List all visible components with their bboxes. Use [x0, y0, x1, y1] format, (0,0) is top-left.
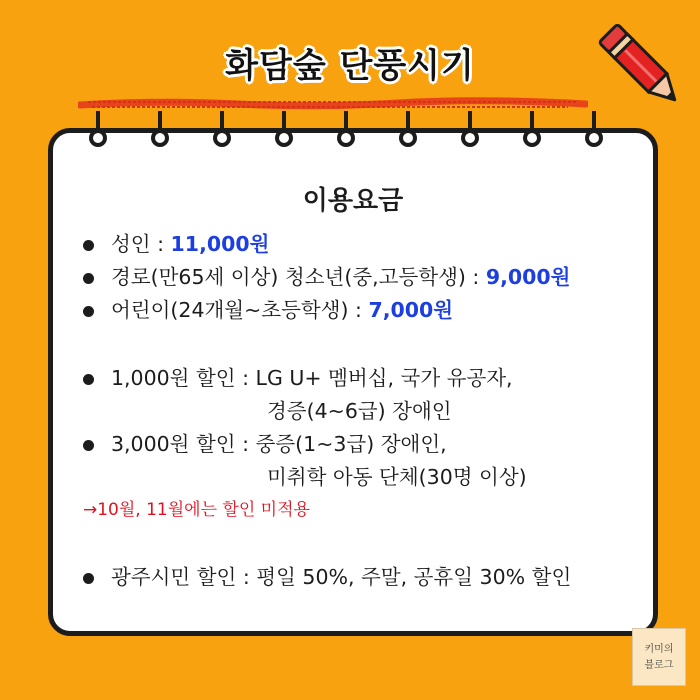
- bullet-icon: [83, 573, 94, 584]
- list-item: [83, 228, 653, 261]
- badge-line1: 키미의: [644, 644, 674, 655]
- ring-icon: [585, 109, 603, 149]
- price-card: [48, 128, 658, 636]
- list-item: [83, 561, 653, 594]
- list-item: [83, 362, 653, 395]
- bullet-icon: [83, 374, 94, 385]
- discount-line: 3,000원 할인 : 중증(1~3급) 장애인,: [111, 432, 447, 456]
- discount-line: 1,000원 할인 : LG U+ 멤버십, 국가 유공자,: [111, 366, 513, 390]
- bullet-icon: [83, 306, 94, 317]
- list-item: [83, 261, 653, 294]
- pencil-icon: [590, 8, 700, 118]
- fee-price: 9,000원: [485, 265, 571, 289]
- badge-line2: 블로그: [644, 660, 674, 671]
- discount-line-cont: 경증(4~6급) 장애인: [267, 399, 452, 423]
- list-item-cont: [83, 395, 653, 428]
- fee-label: 성인 :: [111, 232, 171, 256]
- ring-icon: [151, 109, 169, 149]
- fee-list: [83, 228, 653, 594]
- ring-icon: [399, 109, 417, 149]
- fee-price: 7,000원: [368, 298, 454, 322]
- notice-text: →10월, 11월에는 할인 미적용: [83, 500, 310, 520]
- ring-icon: [461, 109, 479, 149]
- card-title: 이용요금: [302, 186, 404, 216]
- bullet-icon: [83, 273, 94, 284]
- fee-label: 경로(만65세 이상) 청소년(중,고등학생) :: [111, 265, 486, 289]
- fee-price: 11,000원: [170, 232, 270, 256]
- bullet-icon: [83, 440, 94, 451]
- ring-icon: [275, 109, 293, 149]
- fee-label: 어린이(24개월~초등학생) :: [111, 298, 369, 322]
- blog-badge: [632, 628, 686, 686]
- discount-line-cont: 미취학 아동 단체(30명 이상): [267, 465, 527, 489]
- bullet-icon: [83, 240, 94, 251]
- notice-row: [83, 494, 653, 527]
- ring-icon: [337, 109, 355, 149]
- ring-icon: [213, 109, 231, 149]
- page-title: 화담숲 단풍시기: [225, 46, 475, 86]
- list-item-cont: [83, 461, 653, 494]
- ring-icon: [89, 109, 107, 149]
- list-item: [83, 428, 653, 461]
- citizen-discount: 광주시민 할인 : 평일 50%, 주말, 공휴일 30% 할인: [111, 565, 572, 589]
- ring-icon: [523, 109, 541, 149]
- list-item: [83, 294, 653, 327]
